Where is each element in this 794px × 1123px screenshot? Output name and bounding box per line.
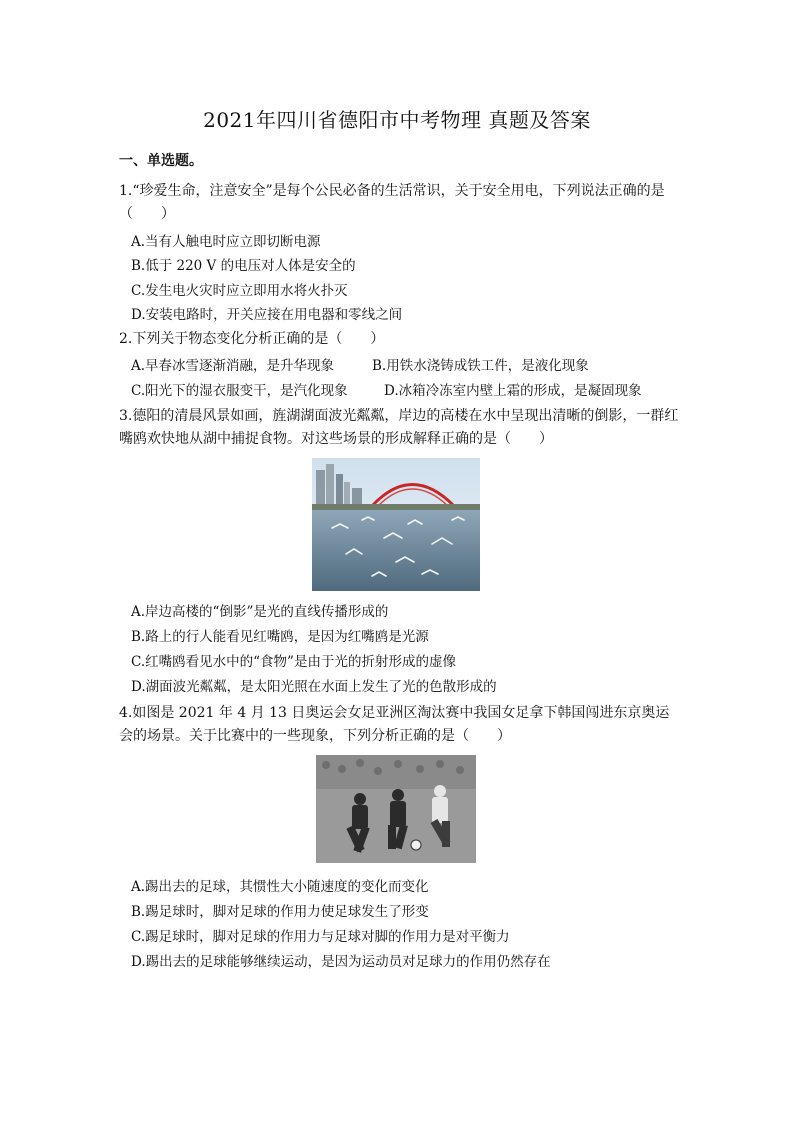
question-4-option-b: B.踢足球时，脚对足球的作用力使足球发生了形变: [131, 904, 429, 920]
lake-bridge-gulls-photo: [312, 458, 480, 591]
question-1-option-d: D.安装电路时，开关应接在用电器和零线之间: [131, 307, 403, 323]
question-1-option-b: B.低于 220 V 的电压对人体是安全的: [131, 258, 356, 274]
question-4-option-d: D.踢出去的足球能够继续运动，是因为运动员对足球力的作用仍然存在: [131, 954, 551, 970]
question-1-stem: 1.“珍爱生命，注意安全”是每个公民必备的生活常识，关于安全用电，下列说法正确的是（ ）: [119, 183, 665, 222]
question-3-option-c: C.红嘴鸥看见水中的“食物”是由于光的折射形成的虚像: [131, 654, 456, 670]
question-4-option-c: C.踢足球时，脚对足球的作用力与足球对脚的作用力是对平衡力: [131, 929, 510, 945]
page-title: 2021年四川省德阳市中考物理 真题及答案: [203, 108, 591, 132]
question-3-stem: 3.德阳的清晨风景如画，旌湖湖面波光粼粼，岸边的高楼在水中呈现出清晰的倒影，一群红嘴鸥欢快地从湖中捕捉食物。对这些场景的形成解释正确的是（ ）: [119, 408, 679, 447]
question-2-stem: 2.下列关于物态变化分析正确的是（ ）: [119, 331, 385, 347]
soccer-match-photo: [316, 755, 476, 863]
question-2-option-a: A.早春冰雪逐渐消融，是升华现象: [131, 358, 335, 374]
question-2-option-d: D.冰箱冷冻室内壁上霜的形成，是凝固现象: [384, 383, 642, 399]
question-3-option-a: A.岸边高楼的“倒影”是光的直线传播形成的: [131, 604, 389, 620]
section-heading: 一、单选题。: [119, 153, 203, 169]
question-1-option-a: A.当有人触电时应立即切断电源: [131, 234, 321, 250]
question-3-option-b: B.路上的行人能看见红嘴鸥，是因为红嘴鸥是光源: [131, 629, 429, 645]
question-3-option-d: D.湖面波光粼粼，是太阳光照在水面上发生了光的色散形成的: [131, 679, 497, 695]
question-2-option-b: B.用铁水浇铸成铁工件，是液化现象: [372, 358, 589, 374]
question-4-stem: 4.如图是 2021 年 4 月 13 日奥运会女足亚洲区淘汰赛中我国女足拿下韩国闯进东京奥运会的场景。关于比赛中的一些现象，下列分析正确的是（ ）: [119, 705, 670, 744]
question-4-option-a: A.踢出去的足球，其惯性大小随速度的变化而变化: [131, 879, 429, 895]
question-1-option-c: C.发生电火灾时应立即用水将火扑灭: [131, 283, 348, 299]
question-2-option-c: C.阳光下的湿衣服变干，是汽化现象: [131, 383, 348, 399]
